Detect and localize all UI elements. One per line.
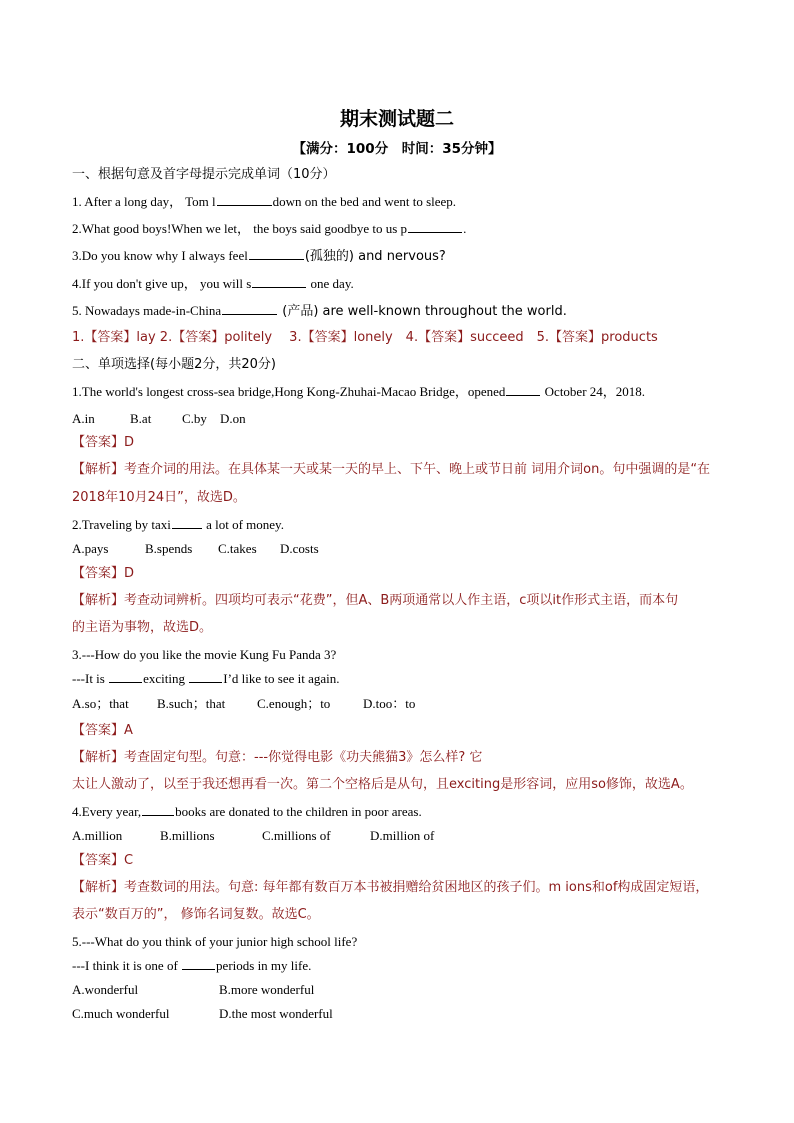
answer-blank <box>189 670 222 683</box>
s2-question-4: 4.Every year, books are donated to the children in poor areas. <box>72 804 422 819</box>
s2-q1-analysis-cont: 2018年10月24日”，故选D。 <box>72 490 246 505</box>
answer-blank <box>217 193 272 206</box>
s2-q3-answer: 【答案】A <box>72 723 133 738</box>
answer-blank <box>408 220 462 233</box>
s2-q2-analysis: 【解析】考查动词辨析。四项均可表示“花费”，但A、B两项通常以人作主语，c项以it作形式主语，而本句 <box>72 593 679 608</box>
score-time-info: 【满分：100分 时间：35分钟】 <box>292 141 502 157</box>
s2-q4-options: A.million B.millions C.millions of D.million of <box>72 828 435 843</box>
s2-q4-answer: 【答案】C <box>72 853 134 868</box>
s2-question-1: 1.The world's longest cross-sea bridge,Hong Kong-Zhuhai-Macao Bridge，opened October 24，2018. <box>72 384 646 399</box>
answer-blank <box>252 275 306 288</box>
s2-question-3: 3.---How do you like the movie Kung Fu Panda 3? <box>72 647 337 662</box>
s2-q2-options: A.pays B.spends C.takes D.costs <box>72 541 319 556</box>
s2-q2-analysis-cont: 的主语为事物，故选D。 <box>72 620 213 635</box>
s2-q4-analysis-cont: 表示“数百万的”， 修饰名词复数。故选C。 <box>72 907 320 922</box>
answer-blank <box>172 516 202 529</box>
s2-q3-analysis-cont: 太让人激动了，以至于我还想再看一次。第二个空格后是从句，且exciting是形容词，应用so修饰，故选A。 <box>72 777 693 792</box>
answer-blank <box>109 670 142 683</box>
s1-question-1: 1. After a long day， Tom l down on the bed and went to sleep. <box>72 194 457 209</box>
page-title: 期末测试题二 <box>339 108 454 130</box>
s2-question-5-line2: ---I think it is one of periods in my life. <box>72 958 312 973</box>
s1-question-3: 3.Do you know why I always feel (孤独的) and nervous? <box>72 248 446 264</box>
s2-q1-options: A.in B.at C.by D.on <box>72 411 246 426</box>
s2-q5-options-row1: A.wonderful B.more wonderful <box>72 982 315 997</box>
s1-question-2: 2.What good boys!When we let， the boys said goodbye to us p . <box>72 221 467 236</box>
s1-answers: 1.【答案】lay 2.【答案】politely 3.【答案】lonely 4.【答案】succeed 5.【答案】products <box>72 330 658 345</box>
s2-q3-analysis: 【解析】考查固定句型。句意：---你觉得电影《功夫熊猫3》怎么样? 它 <box>72 750 483 765</box>
s2-q1-answer: 【答案】D <box>72 435 135 450</box>
s1-question-5: 5. Nowadays made-in-China (产品) are well-known throughout the world. <box>72 303 567 319</box>
section1-heading: 一、根据句意及首字母提示完成单词（10分） <box>72 167 336 182</box>
answer-blank <box>222 302 277 315</box>
s2-question-3-line2: ---It is exciting I’d like to see it again. <box>72 671 340 686</box>
answer-blank <box>249 247 304 260</box>
answer-blank <box>506 383 540 396</box>
s2-q2-answer: 【答案】D <box>72 566 135 581</box>
s1-question-4: 4.If you don't give up， you will s one day. <box>72 276 354 291</box>
s2-q1-analysis: 【解析】考查介词的用法。在具体某一天或某一天的早上、下午、晚上或节日前 词用介词on。句中强调的是“在 <box>72 462 711 477</box>
s2-q5-options-row2: C.much wonderful D.the most wonderful <box>72 1006 333 1021</box>
s2-question-5: 5.---What do you think of your junior high school life? <box>72 934 358 949</box>
s2-question-2: 2.Traveling by taxi a lot of money. <box>72 517 284 532</box>
answer-blank <box>142 803 174 816</box>
s2-q4-analysis: 【解析】考查数词的用法。句意: 每年都有数百万本书被捐赠给贫困地区的孩子们。m ions和of构成固定短语， <box>72 880 709 895</box>
answer-blank <box>182 957 215 970</box>
section2-heading: 二、单项选择(每小题2分，共20分) <box>72 357 276 372</box>
s2-q3-options: A.so；that B.such；that C.enough；to D.too：to <box>72 696 416 711</box>
